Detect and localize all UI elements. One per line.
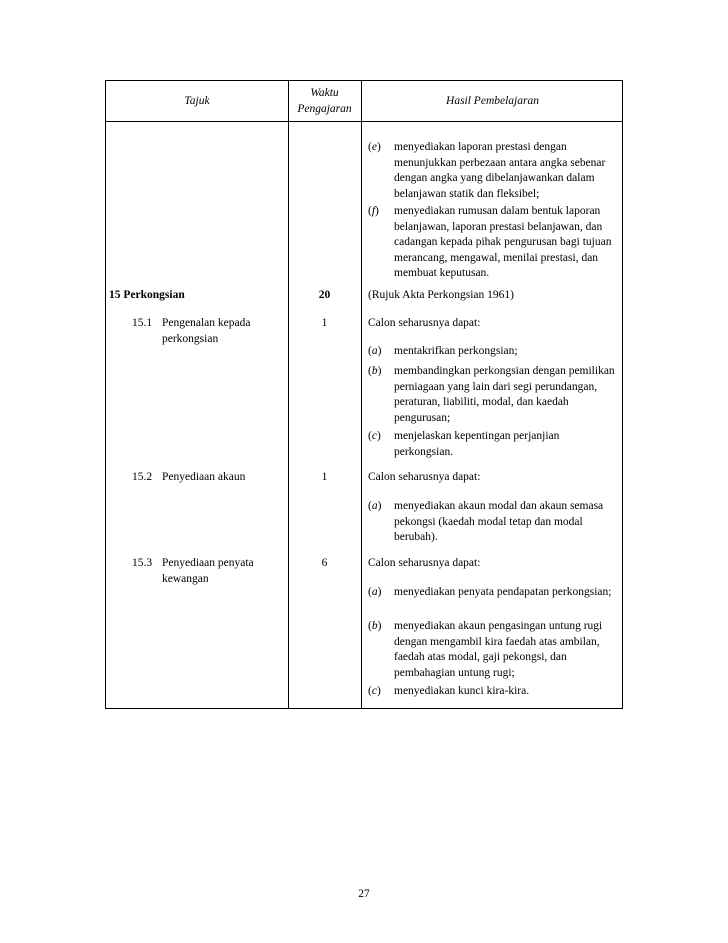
item-text: menyediakan kunci kira-kira. xyxy=(394,685,530,697)
list-item xyxy=(368,429,620,460)
item-text: mentakrifkan perkongsian; xyxy=(394,345,518,357)
subsection-title-line1: Penyediaan penyata xyxy=(162,557,254,569)
subsection-hours: 1 xyxy=(321,317,328,329)
header-time-line1: Waktu xyxy=(310,87,339,99)
item-text: menyediakan akaun pengasingan untung rugi dengan mengambil kira faedah atas ambilan, faedah atas modal, gaji pekongsi, dan pembahagian untung rugi; xyxy=(394,620,603,679)
item-text: menyediakan laporan prestasi dengan menunjukkan perbezaan antara angka sebenar dengan angka yang dibelanjawankan dalam belanjawan statik dan fleksibel; xyxy=(394,141,606,200)
item-label: (a) xyxy=(368,500,382,512)
section-title: 15 Perkongsian xyxy=(109,289,185,301)
list-item xyxy=(368,204,620,282)
section-hours: 20 xyxy=(318,289,331,301)
header-topic: Tajuk xyxy=(184,95,210,107)
item-text: menjelaskan kepentingan perjanjian perkongsian. xyxy=(394,430,560,458)
header-time-line2: Pengajaran xyxy=(297,103,352,115)
syllabus-table xyxy=(105,80,623,709)
list-item xyxy=(368,364,620,426)
subsection-intro: Calon seharusnya dapat: xyxy=(368,471,481,483)
column-divider xyxy=(361,81,362,708)
item-label: (c) xyxy=(368,430,381,442)
list-item xyxy=(368,619,620,681)
item-text: menyediakan rumusan dalam bentuk laporan belanjawan, laporan prestasi belanjawan, dan cadangan kepada pihak pengurusan bagi tujuan merancang, mengawal, menilai prestasi, dan membuat keputusan. xyxy=(394,205,612,279)
item-text: menyediakan penyata pendapatan perkongsian; xyxy=(394,586,612,598)
subsection-title-line1: Pengenalan kepada xyxy=(162,317,251,329)
item-text: menyediakan akaun modal dan akaun semasa pekongsi (kaedah modal tetap dan modal berubah). xyxy=(394,500,604,543)
page-number: 27 xyxy=(358,888,370,900)
item-label: (a) xyxy=(368,345,382,357)
subsection-hours: 6 xyxy=(321,557,328,569)
header-outcome: Hasil Pembelajaran xyxy=(446,95,539,107)
list-item xyxy=(368,140,620,202)
column-divider xyxy=(288,81,289,708)
item-label: (e) xyxy=(368,141,381,153)
item-label: (b) xyxy=(368,620,382,632)
list-item xyxy=(368,344,620,360)
list-item xyxy=(368,585,620,601)
subsection-number: 15.2 xyxy=(132,471,153,483)
subsection-hours: 1 xyxy=(321,471,328,483)
list-item xyxy=(368,499,620,546)
subsection-number: 15.3 xyxy=(132,557,153,569)
list-item xyxy=(368,684,620,700)
subsection-title-line2: perkongsian xyxy=(162,333,219,345)
subsection-intro: Calon seharusnya dapat: xyxy=(368,557,481,569)
item-label: (f) xyxy=(368,205,379,217)
subsection-intro: Calon seharusnya dapat: xyxy=(368,317,481,329)
section-note: (Rujuk Akta Perkongsian 1961) xyxy=(368,289,514,301)
item-label: (a) xyxy=(368,586,382,598)
item-label: (b) xyxy=(368,365,382,377)
item-text: membandingkan perkongsian dengan pemilikan perniagaan yang lain dari segi perundangan, peraturan, liabiliti, modal, dan kaedah pengurusan; xyxy=(394,365,615,424)
item-label: (c) xyxy=(368,685,381,697)
header-divider xyxy=(106,121,622,122)
subsection-title-line1: Penyediaan akaun xyxy=(162,471,246,483)
subsection-number: 15.1 xyxy=(132,317,153,329)
subsection-title-line2: kewangan xyxy=(162,573,209,585)
